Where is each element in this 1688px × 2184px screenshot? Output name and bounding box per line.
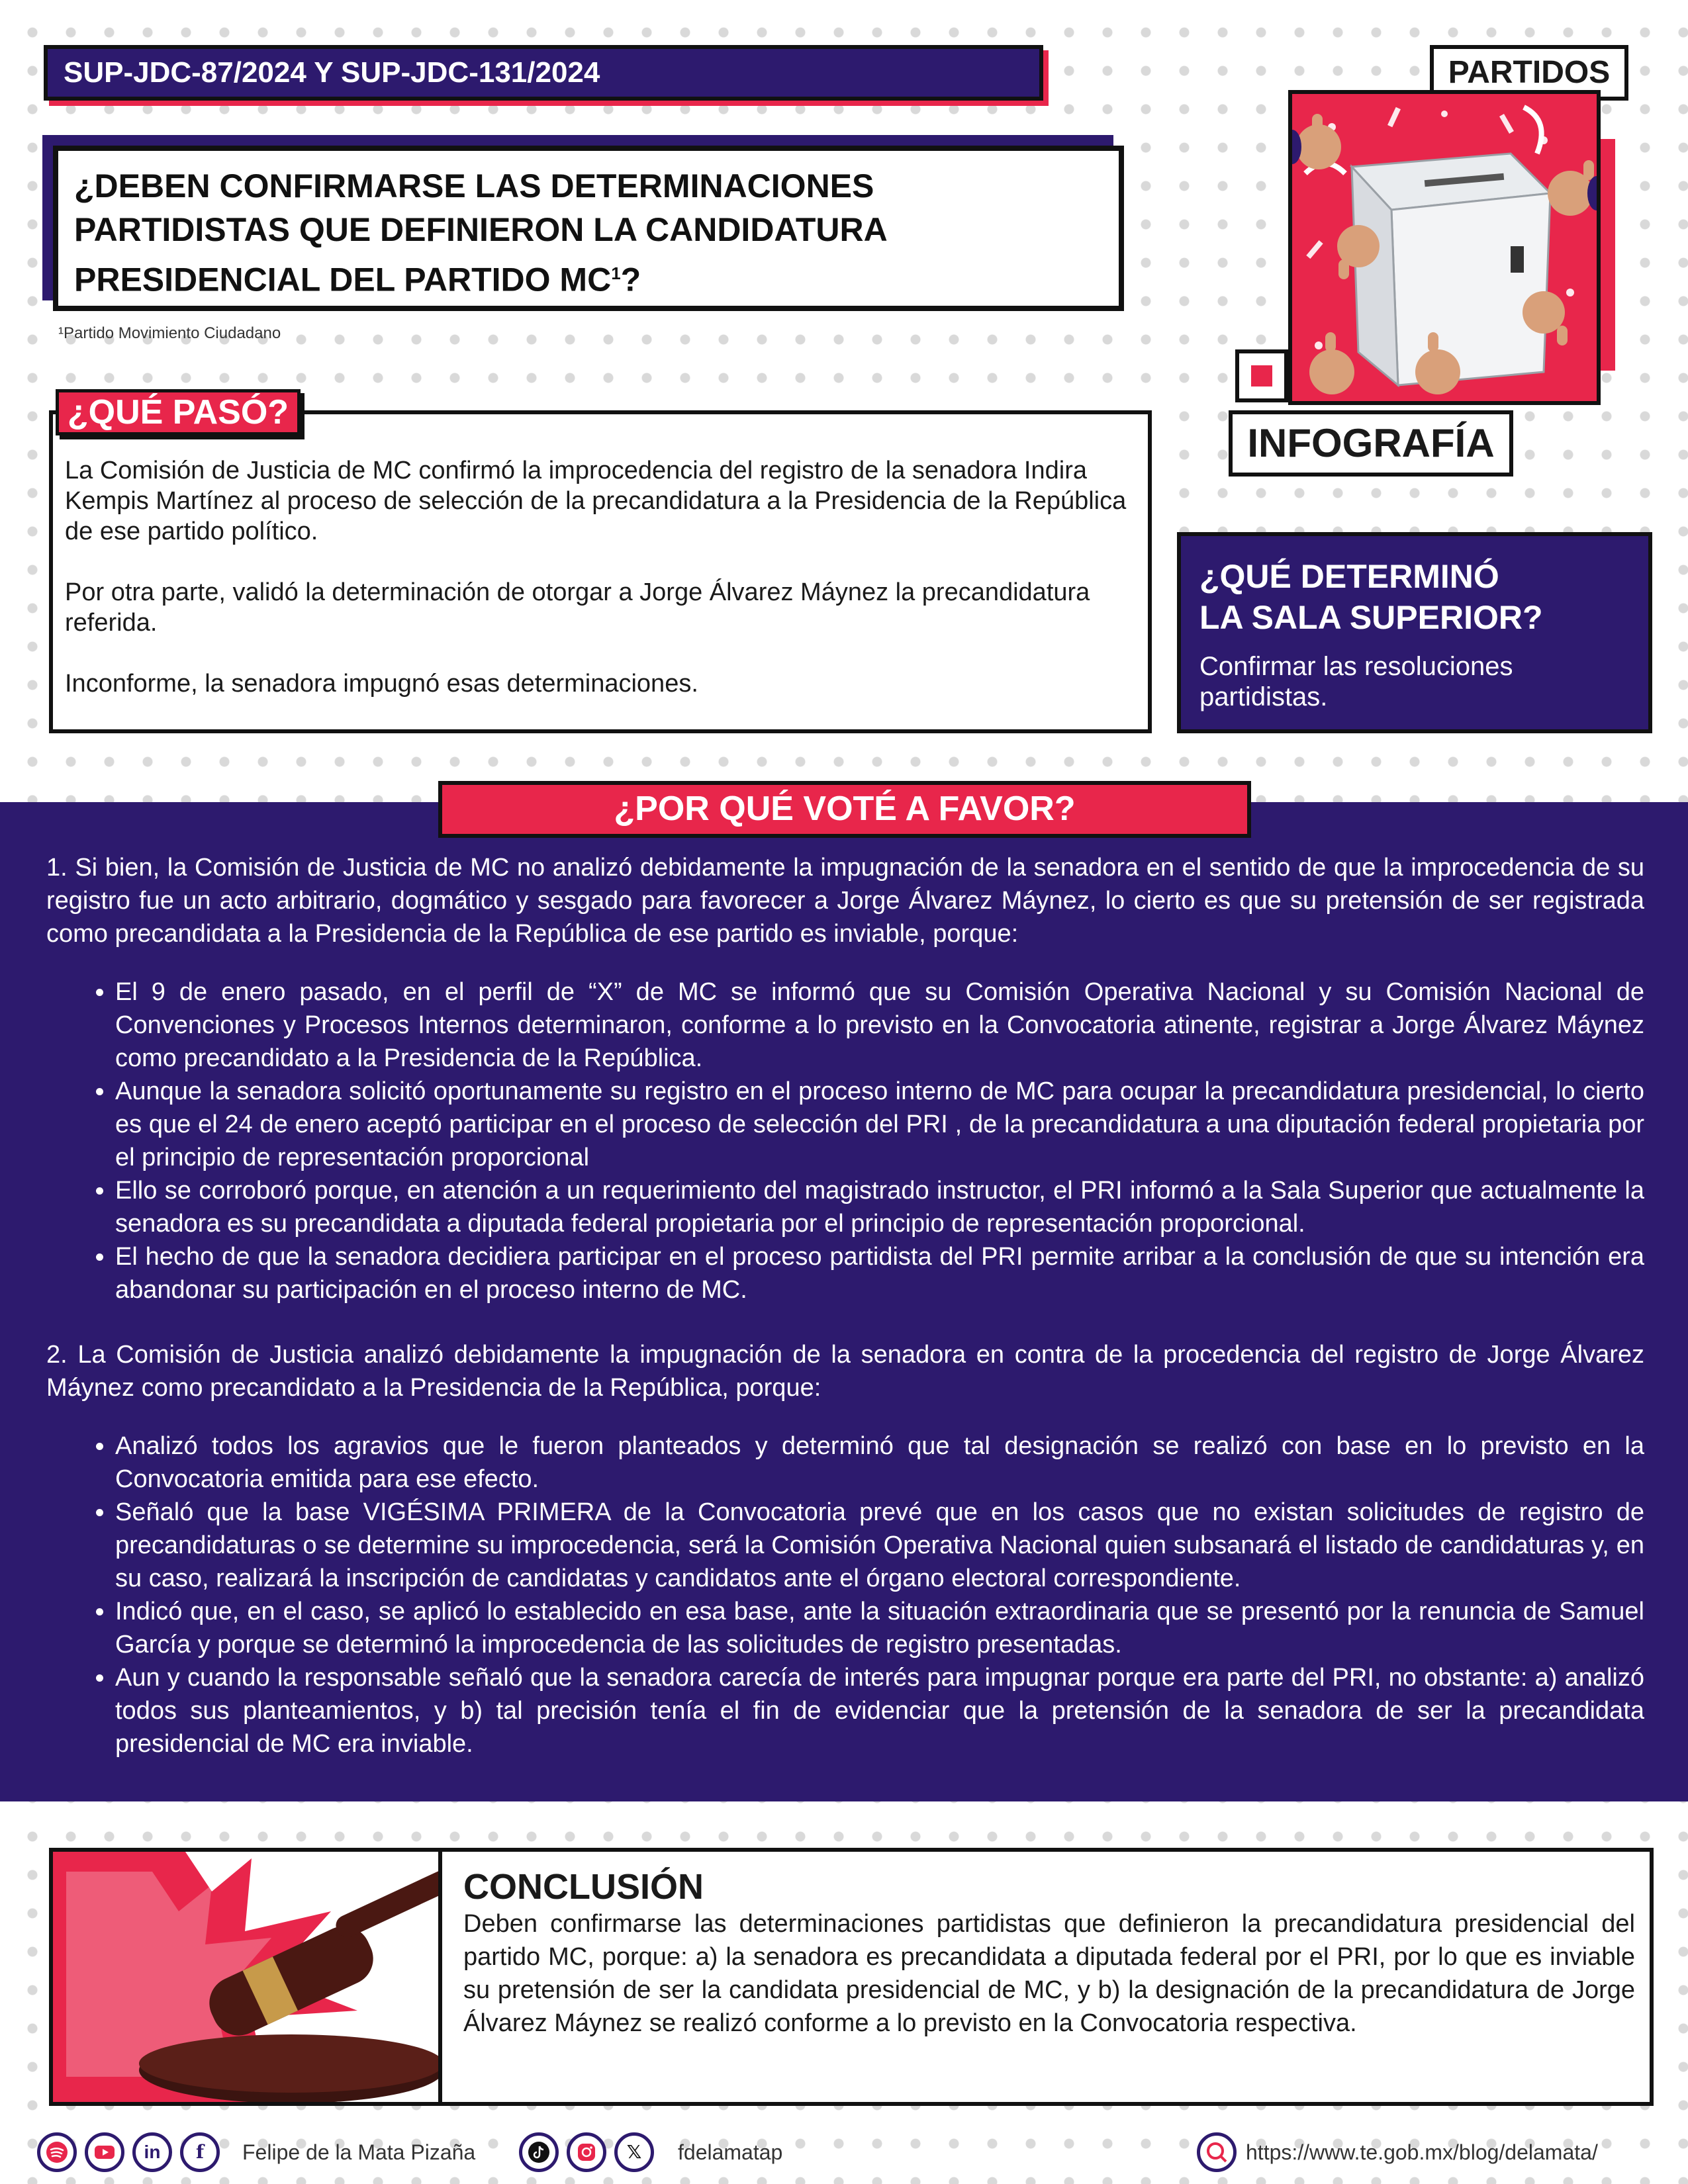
- gavel-image: [49, 1848, 442, 2106]
- tiktok-icon[interactable]: [519, 2132, 559, 2172]
- instagram-icon[interactable]: [567, 2132, 606, 2172]
- que-paso-paragraph-2: Por otra parte, validó la determinación de otorgar a Jorge Álvarez Máynez la precandidatura referida.: [65, 578, 1090, 637]
- reason-point-1: 1. Si bien, la Comisión de Justicia de MC no analizó debidamente la impugnación de la senadora en el sentido de que la improcedencia de su registro fue un acto arbitrario, dogmático y sesgado para favorecer a Jorge Álvarez Máynez, lo cierto es que su pretensión de ser registrada como precandidata a la Presidencia de la República de ese partido es inviable, porque:: [46, 854, 1644, 948]
- que-paso-paragraph-3: Inconforme, la senadora impugnó esas determinaciones.: [65, 670, 698, 698]
- footer-handle: fdelamatap: [678, 2140, 783, 2164]
- hero-accent-bar: [1599, 139, 1615, 371]
- case-number-bar: SUP-JDC-87/2024 Y SUP-JDC-131/2024: [44, 45, 1043, 101]
- que-paso-paragraph-1: La Comisión de Justicia de MC confirmó la improcedencia del registro de la senadora Indira Kempis Martínez al proceso de selección de la precandidatura a la Presidencia de la República de ese partido político.: [65, 457, 1127, 545]
- conclusion-text: Deben confirmarse las determinaciones partidistas que definieron la precandidatura presidencial del partido MC, porque: a) la senadora es precandidata a diputada federal por el PRI, por lo que es inviable su pretensión de ser la candidata presidencial de MC, y b) la designación de la precandidatura de Jorge Álvarez Máynez se realizó conforme a lo previsto en la Convocatoria respectiva.: [463, 1910, 1635, 2037]
- que-determino-heading: [1199, 556, 1630, 638]
- facebook-icon[interactable]: f: [180, 2132, 220, 2172]
- footer-name: Felipe de la Mata Pizaña: [242, 2140, 476, 2164]
- ballot-box-illustration: [1292, 94, 1597, 401]
- list-item: • Ello se corroboró porque, en atención a un requerimiento del magistrado instructor, el PRI informó a la Sala Superior que actualmente la senadora es su precandidata a diputada federal propietaria por el principio de representación proporcional.: [115, 1174, 1644, 1240]
- footnote: ¹Partido Movimiento Ciudadano: [58, 324, 281, 342]
- linkedin-icon[interactable]: in: [132, 2132, 172, 2172]
- category-badge: PARTIDOS: [1430, 45, 1628, 101]
- conclusion-content: [463, 1866, 1635, 2040]
- list-item: • Indicó que, en el caso, se aplicó lo establecido en esa base, ante la situación extraordinaria que se presentó por la renuncia de Samuel García y porque se determinó la improcedencia de las solicitudes de registro presentadas.: [115, 1595, 1644, 1661]
- reasons-heading: ¿POR QUÉ VOTÉ A FAVOR?: [438, 781, 1251, 838]
- spotify-icon[interactable]: [37, 2132, 77, 2172]
- page-title: [53, 146, 1124, 311]
- conclusion-heading: CONCLUSIÓN: [463, 1867, 704, 1907]
- reason-1-bullets: [46, 976, 1644, 1306]
- que-determino-panel: [1177, 532, 1652, 733]
- title-line-1: ¿DEBEN CONFIRMARSE LAS DETERMINACIONES: [74, 167, 874, 205]
- infografia-badge: INFOGRAFÍA: [1229, 410, 1513, 477]
- reason-2-bullets: [46, 1430, 1644, 1760]
- que-paso-panel: [49, 410, 1152, 733]
- youtube-icon[interactable]: [85, 2132, 124, 2172]
- title-end: ?: [620, 261, 641, 298]
- decorative-square: [1235, 349, 1288, 402]
- list-item: • Analizó todos los agravios que le fueron planteados y determinó que tal designación se realizó con base en lo previsto en la Convocatoria emitida para ese efecto.: [115, 1430, 1644, 1496]
- list-item: • El 9 de enero pasado, en el perfil de “X” de MC se informó que su Comisión Operativa Nacional y su Comisión Nacional de Convenciones y Procesos Internos determinaron, conforme a lo previsto en la Convocatoria atinente, registrar a Jorge Álvarez Máynez como precandidato a la Presidencia de la República.: [115, 976, 1644, 1075]
- que-paso-heading: ¿QUÉ PASÓ?: [56, 389, 301, 435]
- title-superscript: 1: [611, 263, 621, 283]
- reasons-body: [46, 851, 1644, 1792]
- title-line-3: PRESIDENCIAL DEL PARTIDO MC: [74, 261, 612, 298]
- gavel-illustration: [53, 1852, 438, 2102]
- que-determino-heading-line-2: LA SALA SUPERIOR?: [1199, 599, 1543, 636]
- que-determino-text: Confirmar las resoluciones partidistas.: [1199, 652, 1513, 711]
- list-item: • El hecho de que la senadora decidiera participar en el proceso partidista del PRI permite arribar a la conclusión de que su intención era abandonar su participación en el proceso interno de MC.: [115, 1240, 1644, 1306]
- x-icon[interactable]: 𝕏: [614, 2132, 654, 2172]
- hero-image: [1288, 90, 1601, 405]
- footer-url[interactable]: https://www.te.gob.mx/blog/delamata/: [1246, 2140, 1598, 2164]
- title-line-2: PARTIDISTAS QUE DEFINIERON LA CANDIDATURA: [74, 211, 888, 248]
- footer: [37, 2132, 1652, 2179]
- reason-point-2: 2. La Comisión de Justicia analizó debidamente la impugnación de la senadora en contra de la procedencia del registro de Jorge Álvarez Máynez como precandidato a la Presidencia de la República, porque:: [46, 1341, 1644, 1402]
- list-item: • Aun y cuando la responsable señaló que la senadora carecía de interés para impugnar porque era parte del PRI, no obstante: a) analizó todos sus planteamientos, y b) tal precisión tenía el fin de evidenciar que la pretensión de la senadora de ser la precandidata presidencial de MC era inviable.: [115, 1661, 1644, 1760]
- list-item: • Aunque la senadora solicitó oportunamente su registro en el proceso interno de MC para ocupar la precandidatura presidencial, lo cierto es que el 24 de enero aceptó participar en el proceso de selección del PRI , de la precandidatura a una diputación federal propietaria por el principio de representación proporcional: [115, 1075, 1644, 1174]
- que-determino-heading-line-1: ¿QUÉ DETERMINÓ: [1199, 558, 1499, 595]
- list-item: • Señaló que la base VIGÉSIMA PRIMERA de la Convocatoria prevé que en los casos que no existan solicitudes de registro de precandidaturas o se determine su improcedencia, será la Comisión Operativa Nacional quien subsanará el listado de candidaturas y, en su caso, realizará la inscripción de candidatas y candidatos ante el órgano electoral correspondiente.: [115, 1496, 1644, 1595]
- web-icon[interactable]: [1197, 2132, 1237, 2172]
